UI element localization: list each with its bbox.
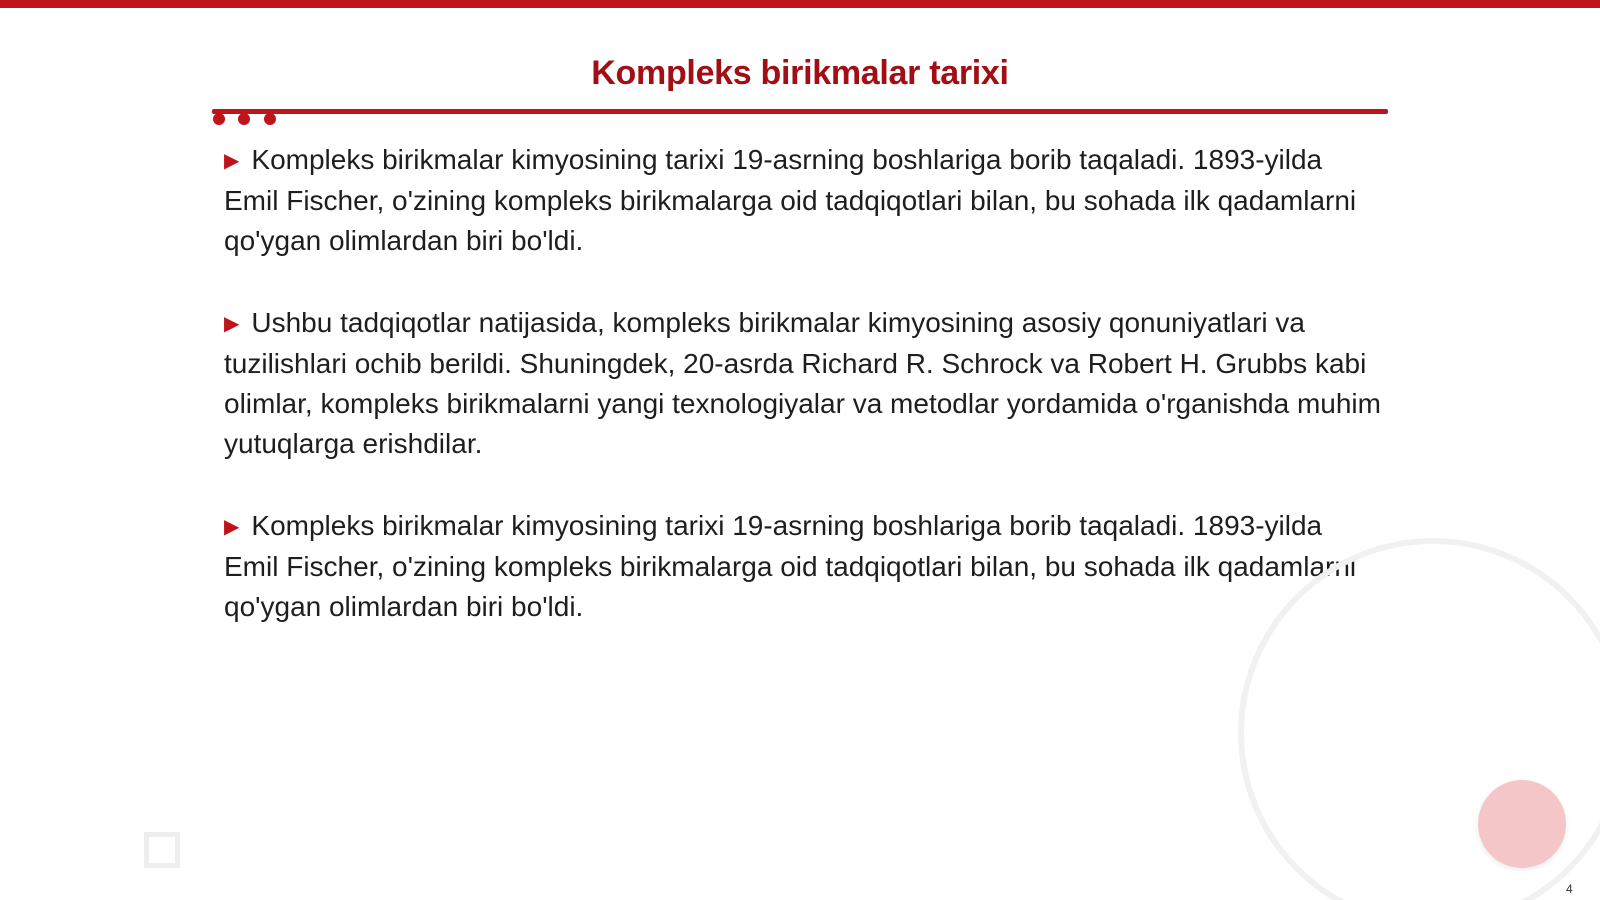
slide-title: Kompleks birikmalar tarixi	[591, 54, 1009, 92]
decor-dot	[264, 113, 276, 125]
decor-square-outline	[144, 832, 180, 868]
page-number: 4	[1566, 882, 1573, 896]
paragraph-text: Kompleks birikmalar kimyosining tarixi 19-asrning boshlariga borib taqaladi. 1893-yilda Emil Fischer, o'zining kompleks birikmalarga oid tadqiqotlari bilan, bu sohada ilk qadamlarni qo'ygan olimlardan biri bo'ldi.	[224, 144, 1357, 256]
slide-body	[224, 140, 1384, 669]
paragraph-text: Kompleks birikmalar kimyosining tarixi 19-asrning boshlariga borib taqaladi. 1893-yilda Emil Fischer, o'zining kompleks birikmalarga oid tadqiqotlari bilan, bu sohada ilk qadamlarni qo'ygan olimlardan biri bo'ldi.	[224, 510, 1357, 622]
decor-dot	[213, 113, 225, 125]
bullet-arrow-icon: ▶	[224, 516, 240, 538]
bullet-paragraph	[224, 303, 1384, 464]
decor-dot	[238, 113, 250, 125]
bullet-paragraph	[224, 506, 1384, 627]
bullet-arrow-icon: ▶	[224, 150, 240, 172]
top-accent-bar	[0, 0, 1600, 8]
title-underline	[212, 109, 1388, 114]
bullet-paragraph	[224, 140, 1384, 261]
paragraph-text: Ushbu tadqiqotlar natijasida, kompleks birikmalar kimyosining asosiy qonuniyatlari va tuzilishlari ochib berildi. Shuningdek, 20-asrda Richard R. Schrock va Robert H. Grubbs kabi olimlar, kompleks birikmalarni yangi texnologiyalar va metodlar yordamida o'rganishda muhim yutuqlarga erishdilar.	[224, 307, 1381, 459]
decor-pink-circle	[1478, 780, 1566, 868]
bullet-arrow-icon: ▶	[224, 313, 240, 335]
